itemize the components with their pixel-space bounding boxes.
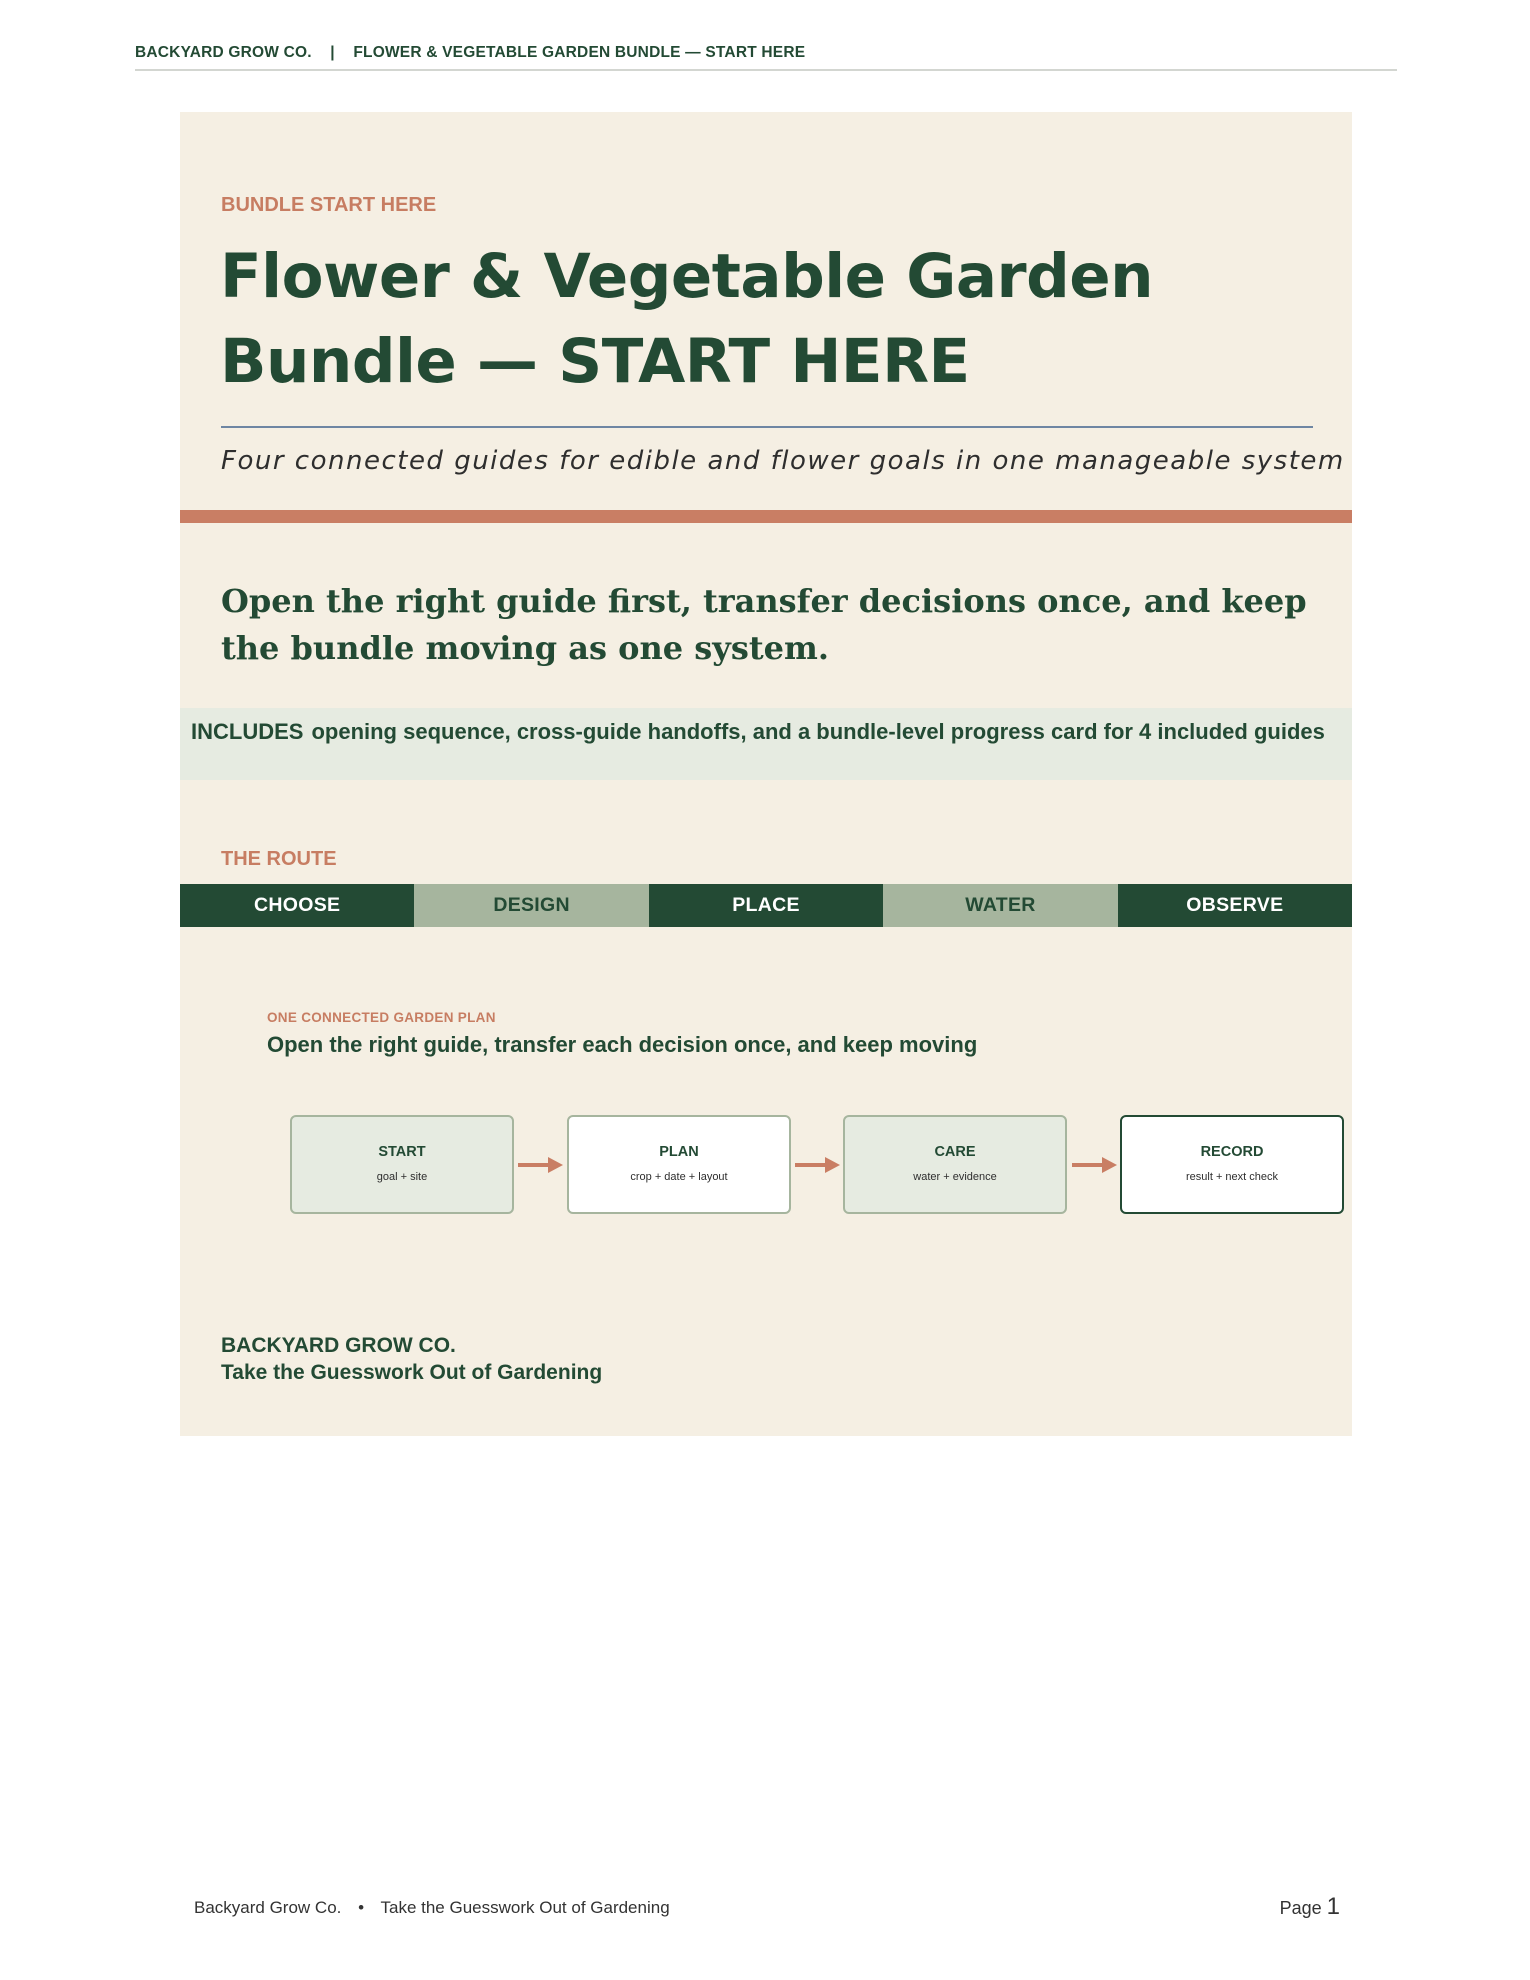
running-header-brand: BACKYARD GROW CO. <box>135 44 312 61</box>
flow-box-name: RECORD <box>1200 1144 1264 1160</box>
flow-box-desc: water + evidence <box>913 1171 997 1183</box>
brand-name: BACKYARD GROW CO. <box>221 1334 456 1357</box>
flow-box-desc: crop + date + layout <box>630 1171 728 1183</box>
cover-card <box>180 112 1352 1436</box>
running-header-title: FLOWER & VEGETABLE GARDEN BUNDLE — START HERE <box>353 44 806 61</box>
page-title: Flower & Vegetable Garden Bundle — START HERE <box>220 241 1154 397</box>
flow-box-record <box>1120 1115 1344 1214</box>
route-step-choose: CHOOSE <box>180 884 414 927</box>
lead-statement: Open the right guide first, transfer decisions once, and keep the bundle moving as one system. <box>221 582 1307 667</box>
page-number-value: 1 <box>1326 1893 1340 1920</box>
footer-brand: Backyard Grow Co. <box>194 1898 342 1917</box>
flow-arrow-icon <box>1072 1155 1118 1175</box>
page-number <box>1280 1893 1340 1921</box>
flow-box-plan <box>567 1115 791 1214</box>
header-divider <box>135 69 1397 71</box>
flow-arrow-icon <box>518 1155 564 1175</box>
footer-tagline: Take the Guesswork Out of Gardening <box>380 1898 670 1917</box>
route-step-place: PLACE <box>649 884 883 927</box>
flow-box-name: START <box>378 1144 426 1160</box>
bundle-eyebrow: BUNDLE START HERE <box>221 194 437 216</box>
includes-text: opening sequence, cross-guide handoffs, and a bundle-level progress card for 4 included guides <box>311 719 1325 744</box>
brand-tagline: Take the Guesswork Out of Gardening <box>221 1361 603 1384</box>
flow-box-desc: result + next check <box>1185 1171 1279 1183</box>
route-step-water: WATER <box>883 884 1117 927</box>
plan-title: Open the right guide, transfer each decision once, and keep moving <box>267 1032 978 1057</box>
route-label: THE ROUTE <box>221 848 337 870</box>
flow-box-care <box>843 1115 1067 1214</box>
flow-box-desc: goal + site <box>376 1171 428 1183</box>
page-footer <box>194 1898 670 1918</box>
page-label: Page <box>1279 1898 1322 1918</box>
running-header-separator: | <box>330 44 335 61</box>
brand-block <box>221 1332 602 1386</box>
page-subtitle: Four connected guides for edible and flower goals in one manageable system <box>221 446 1345 476</box>
route-step-observe: OBSERVE <box>1118 884 1352 927</box>
includes-tag: INCLUDES <box>191 719 304 744</box>
flow-arrow-icon <box>795 1155 841 1175</box>
flow-box-start <box>290 1115 514 1214</box>
flow-box-name: PLAN <box>659 1144 699 1160</box>
footer-bullet: • <box>358 1898 365 1917</box>
plan-flow-diagram <box>180 112 1352 1436</box>
flow-box-name: CARE <box>934 1144 976 1160</box>
running-header <box>135 44 1397 62</box>
plan-eyebrow: ONE CONNECTED GARDEN PLAN <box>267 1010 496 1025</box>
route-step-design: DESIGN <box>414 884 648 927</box>
